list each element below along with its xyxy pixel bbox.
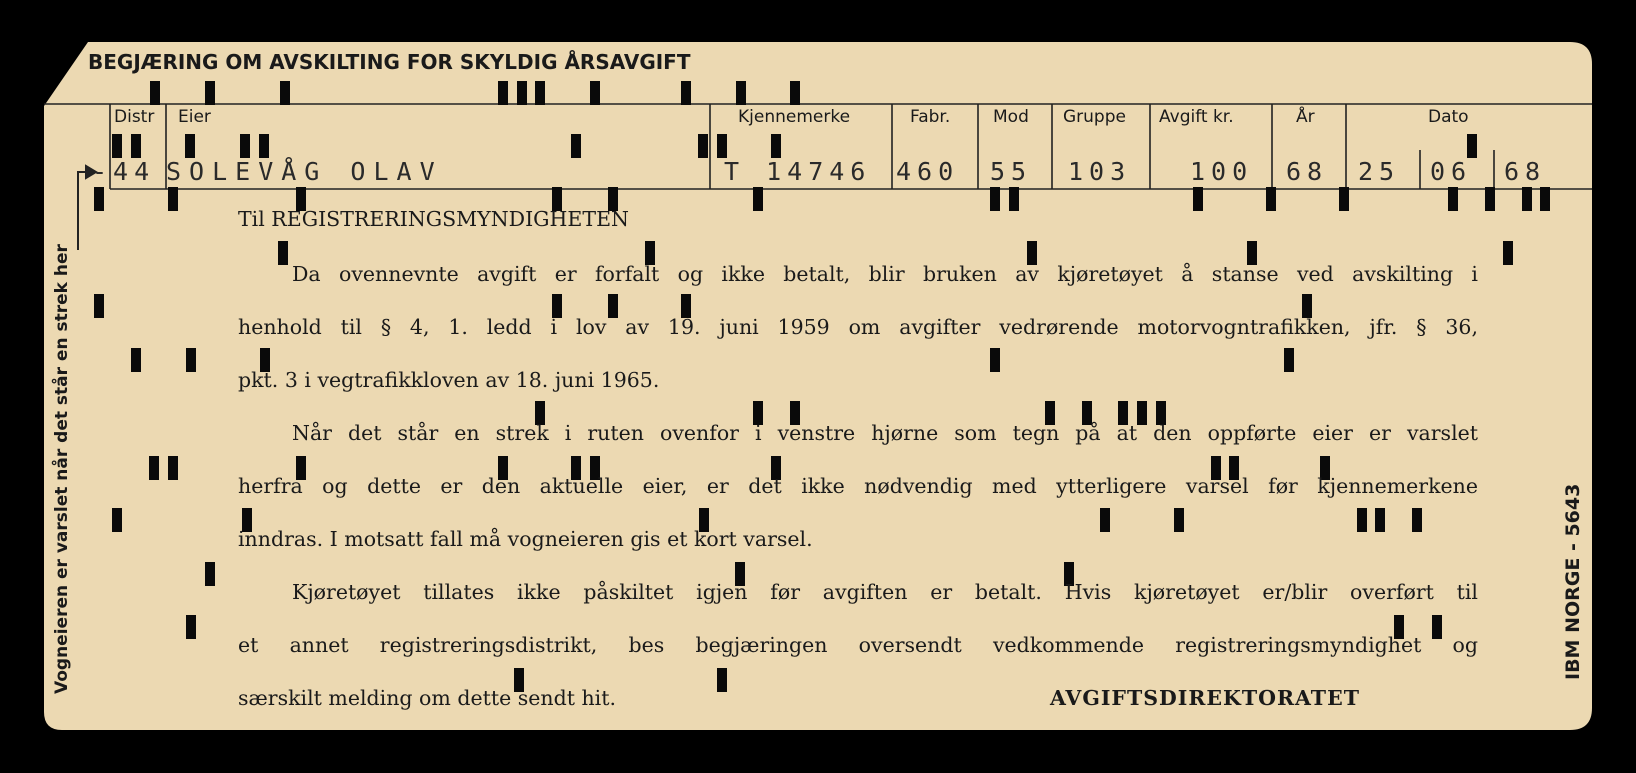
recipient-heading: Til REGISTRERINGSMYNDIGHETEN [238, 207, 629, 231]
paragraph2-line1: Når det står en strek i ruten ovenfor i venstre hjørne som tegn på at den oppførte eier er varslet [292, 421, 1478, 445]
punch-hole [94, 187, 104, 211]
avgift-value: 100 [1190, 157, 1254, 186]
punch-hole [112, 508, 122, 532]
form-number: IBM NORGE - 5643 [1562, 483, 1584, 680]
punch-hole [150, 81, 160, 105]
paragraph3-line3: særskilt melding om dette sendt hit. [238, 686, 616, 710]
punch-hole [240, 134, 250, 158]
paragraph1-line2: henhold til § 4, 1. ledd i lov av 19. juni 1959 om avgifter vedrørende motorvogntrafikken, jfr. § 36, [238, 315, 1478, 339]
paragraph3-line2: et annet registreringsdistrikt, bes begjæringen oversendt vedkommende registreringsmyndighet og [238, 633, 1478, 657]
paragraph2-line3: inndras. I motsatt fall må vogneieren gis et kort varsel. [238, 527, 813, 551]
punch-hole [571, 134, 581, 158]
punch-hole [717, 134, 727, 158]
card-title: BEGJÆRING OM AVSKILTING FOR SKYLDIG ÅRSAVGIFT [88, 50, 691, 74]
col-header-kjennemerke: Kjennemerke [738, 107, 851, 127]
eier-value: SOLEVÅG OLAV [166, 157, 443, 186]
fabr-value: 460 [896, 157, 960, 186]
signature: AVGIFTSDIREKTORATET [1050, 686, 1360, 710]
punch-hole [590, 81, 600, 105]
punch-hole [131, 134, 141, 158]
dato-month-value: 06 [1430, 157, 1473, 186]
punch-hole [168, 187, 178, 211]
punch-hole [94, 294, 104, 318]
punch-hole [1467, 134, 1477, 158]
col-header-avgift: Avgift kr. [1159, 107, 1234, 127]
punch-hole [698, 134, 708, 158]
punch-hole [681, 81, 691, 105]
ar-value: 68 [1286, 157, 1329, 186]
punch-hole [259, 134, 269, 158]
col-header-gruppe: Gruppe [1063, 107, 1126, 127]
punch-hole [185, 134, 195, 158]
punch-hole [131, 348, 141, 372]
distr-value: -44 [92, 157, 156, 186]
paragraph3-line1: Kjøretøyet tillates ikke påskiltet igjen før avgiften er betalt. Hvis kjøretøyet er/blir overført til [292, 580, 1478, 604]
punch-hole [498, 81, 508, 105]
punch-hole [112, 134, 122, 158]
side-notice: Vogneieren er varslet når det står en strek her [52, 244, 72, 694]
punch-hole [149, 456, 159, 480]
punch-hole [280, 81, 290, 105]
punch-hole [186, 348, 196, 372]
punch-hole [517, 81, 527, 105]
col-header-fabr: Fabr. [910, 107, 951, 127]
paragraph2-line2: herfra og dette er den aktuelle eier, er det ikke nødvendig med ytterligere varsel før kjennemerkene [238, 474, 1478, 498]
punch-hole [205, 81, 215, 105]
punch-hole [168, 456, 178, 480]
col-header-eier: Eier [178, 107, 211, 127]
gruppe-value: 103 [1068, 157, 1132, 186]
dato-year-value: 68 [1504, 157, 1547, 186]
dato-day-value: 25 [1358, 157, 1401, 186]
punch-hole [1485, 187, 1495, 211]
punch-hole [278, 241, 288, 265]
mod-value: 55 [990, 157, 1033, 186]
kjennemerke-value: T 14746 [724, 157, 872, 186]
punch-hole [186, 615, 196, 639]
paragraph1-line1: Da ovennevnte avgift er forfalt og ikke betalt, blir bruken av kjøretøyet å stanse ved avskilting i [292, 262, 1478, 286]
punch-hole [771, 134, 781, 158]
paragraph1-line3: pkt. 3 i vegtrafikkloven av 18. juni 1965. [238, 368, 660, 392]
punch-hole [736, 81, 746, 105]
punch-hole [790, 81, 800, 105]
col-header-ar: År [1296, 107, 1315, 127]
col-header-mod: Mod [993, 107, 1029, 127]
col-header-dato: Dato [1428, 107, 1469, 127]
col-header-distr: Distr [114, 107, 155, 127]
punch-hole [1522, 187, 1532, 211]
punch-hole [205, 562, 215, 586]
punch-hole [535, 81, 545, 105]
punch-hole [1503, 241, 1513, 265]
punch-hole [1540, 187, 1550, 211]
